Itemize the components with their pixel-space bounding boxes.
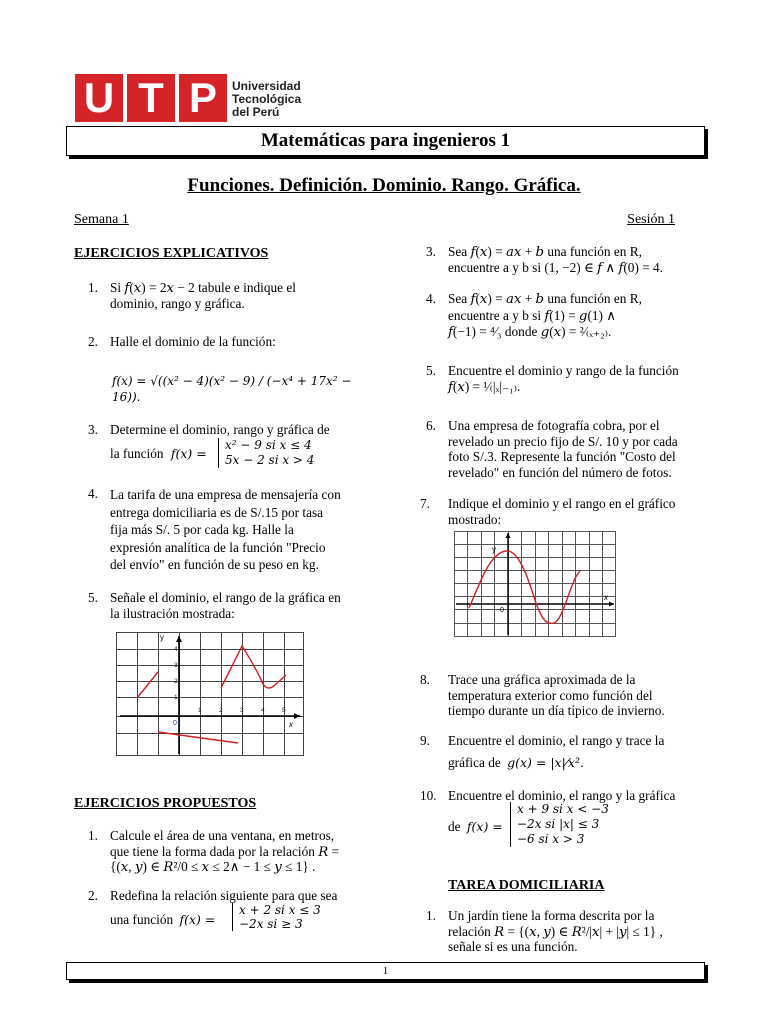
heading-tarea: TAREA DOMICILIARIA [448,878,605,893]
logo-letter-t: T [127,74,175,122]
course-title: Matemáticas para ingenieros 1 [66,126,705,156]
left-item-3-cases: 𝑥² − 9 𝑠𝑖 𝑥 ≤ 4 5𝑥 − 2 𝑠𝑖 𝑥 > 4 [218,438,314,468]
svg-text:4: 4 [174,646,178,653]
logo-letter-p: P [179,74,227,122]
graph-item-7 [454,531,616,637]
curve [469,551,580,623]
svg-text:3: 3 [174,662,178,669]
session-label: Sesión 1 [627,212,675,227]
page-number: 1 [66,962,705,980]
heading-explicativos: EJERCICIOS EXPLICATIVOS [74,246,269,261]
topic-title: Funciones. Definición. Dominio. Rango. Gráfica. [187,175,581,196]
svg-text:3: 3 [240,707,244,714]
curve-segment-1 [137,672,158,698]
heading-propuestos: EJERCICIOS PROPUESTOS [74,796,257,811]
svg-text:2: 2 [219,707,223,714]
y-axis-label: y [160,633,164,642]
origin-label: 0 [500,607,504,614]
logo-letter-u: U [75,74,123,122]
svg-text:1: 1 [174,694,178,701]
svg-text:4: 4 [261,707,265,714]
origin-label: 0 [173,720,177,727]
week-label: Semana 1 [74,212,129,227]
university-name: Universidad Tecnológica del Perú [232,79,302,119]
y-axis-label: y [492,545,496,554]
svg-text:5: 5 [282,707,286,714]
x-axis-label: x [289,720,293,729]
right-item-10-cases: 𝑥 + 9 𝑠𝑖 𝑥 < −3 −2𝑥 𝑠𝑖 |𝑥| ≤ 3 −6 𝑠𝑖 𝑥 > 3 [510,802,609,847]
svg-text:1: 1 [198,707,202,714]
graph-item-5 [116,632,304,756]
left-item-2-formula: 𝑓(𝑥) = √((𝑥² − 4)(𝑥² − 9) / (−𝑥⁴ + 17𝑥² − 16)). [112,374,352,404]
left-prop-item-2-cases: 𝑥 + 2 𝑠𝑖 𝑥 ≤ 3 −2𝑥 𝑠𝑖 ≥ 3 [232,903,321,931]
svg-text:2: 2 [174,678,178,685]
x-axis-label: x [604,593,608,602]
